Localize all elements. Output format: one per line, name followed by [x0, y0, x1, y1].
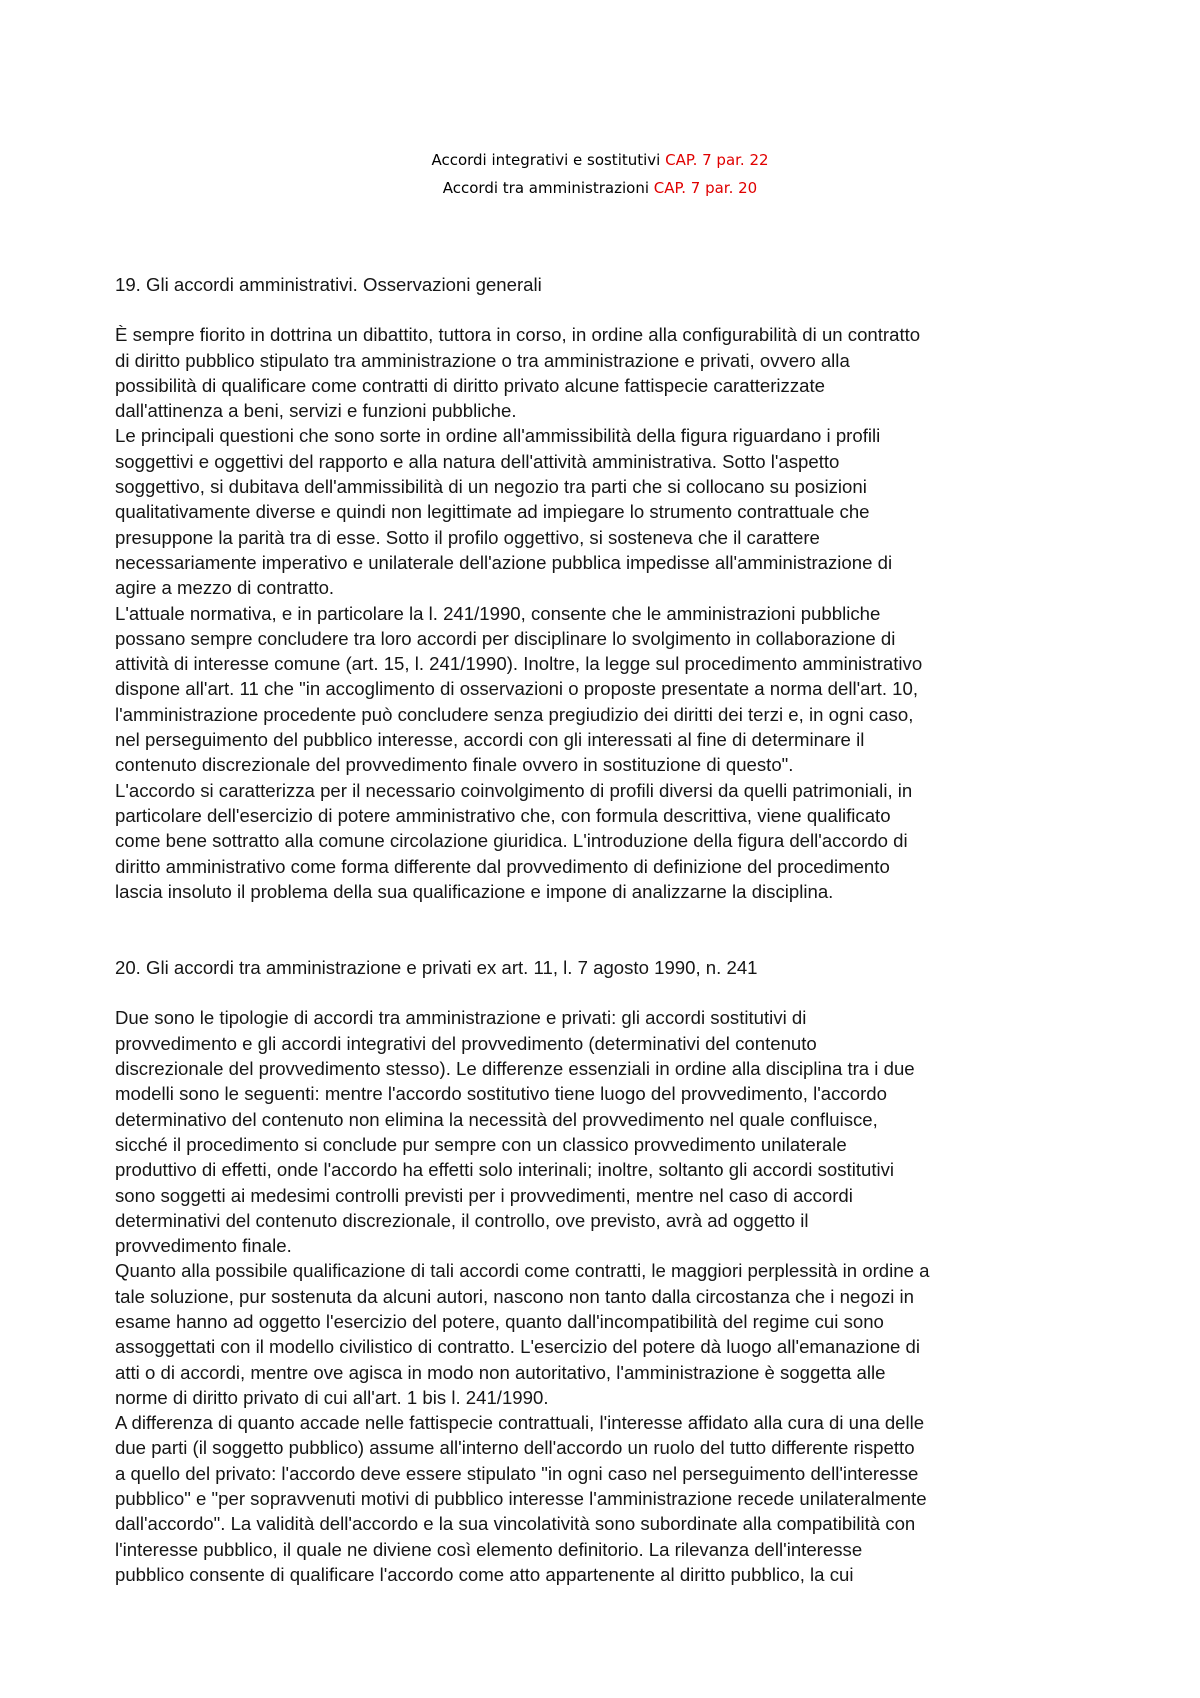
document-body [115, 272, 1095, 1587]
section-19-paragraph-4: L'accordo si caratterizza per il necessario coinvolgimento di profili diversi da quelli patrimoniali, in particolare dell'esercizio di potere amministrativo che, con formula descrittiva, viene qualificato come bene sottratto alla comune circolazione giuridica. L'introduzione della figura dell'accordo di diritto amministrativo come forma differente dal provvedimento di definizione del procedimento lascia insoluto il problema della sua qualificazione e impone di analizzarne la disciplina. [115, 779, 913, 902]
spacer [115, 297, 1095, 322]
header-reference-1: CAP. 7 par. 22 [665, 151, 769, 169]
header-title-1: Accordi integrativi e sostitutivi [431, 151, 661, 169]
spacer [115, 904, 1095, 955]
section-20-title: 20. Gli accordi tra amministrazione e privati ex art. 11, l. 7 agosto 1990, n. 241 [115, 957, 758, 979]
section-20-paragraph-1: Due sono le tipologie di accordi tra amministrazione e privati: gli accordi sostitutivi di provvedimento e gli accordi integrativi del provvedimento (determinativi del contenuto discrezionale del provvedimento stesso). Le differenze essenziali in ordine alla disciplina tra i due modelli sono le seguenti: mentre l'accordo sostitutivo tiene luogo del provvedimento, l'accordo determinativo del contenuto non elimina la necessità del provvedimento nel quale confluisce, sicché il procedimento si conclude pur sempre con un classico provvedimento unilaterale produttivo di effetti, onde l'accordo ha effetti solo interinali; inoltre, soltanto gli accordi sostitutivi sono soggetti ai medesimi controlli previsti per i provvedimenti, mentre nel caso di accordi determinativi del contenuto discrezionale, il controllo, ove previsto, avrà ad oggetto il provvedimento finale. [115, 1007, 915, 1257]
header-reference-2: CAP. 7 par. 20 [653, 179, 758, 197]
header-title-2: Accordi tra amministrazioni [442, 179, 650, 197]
spacer [115, 980, 1095, 1005]
header-line-1 [0, 146, 1200, 174]
section-19-paragraph-3: L'attuale normativa, e in particolare la l. 241/1990, consente che le amministrazioni pubbliche possano sempre concludere tra loro accordi per disciplinare lo svolgimento in collaborazione di attività di interesse comune (art. 15, l. 241/1990). Inoltre, la legge sul procedimento amministrativo dispone all'art. 11 che "in accoglimento di osservazioni o proposte presentate a norma dell'art. 10, l'amministrazione procedente può concludere senza pregiudizio dei diritti dei terzi e, in ogni caso, nel perseguimento del pubblico interesse, accordi con gli interessati al fine di determinare il contenuto discrezionale del provvedimento finale ovvero in sostituzione di questo". [115, 602, 923, 776]
section-19-paragraph-1: È sempre fiorito in dottrina un dibattito, tuttora in corso, in ordine alla configurabilità di un contratto di diritto pubblico stipulato tra amministrazione o tra amministrazione e privati, ovvero alla possibilità di qualificare come contratti di diritto privato alcune fattispecie caratterizzate dall'attinenza a beni, servizi e funzioni pubbliche. [115, 324, 921, 422]
section-19-title: 19. Gli accordi amministrativi. Osservazioni generali [115, 274, 542, 295]
header-line-2 [0, 174, 1200, 202]
section-19-paragraph-2: Le principali questioni che sono sorte in ordine all'ammissibilità della figura riguardano i profili soggettivi e oggettivi del rapporto e alla natura dell'attività amministrativa. Sotto l'aspetto soggettivo, si dubitava dell'ammissibilità di un negozio tra parti che si collocano su posizioni qualitativamente diverse e quindi non legittimate ad impiegare lo strumento contrattuale che presuppone la parità tra di esse. Sotto il profilo oggettivo, si sosteneva che il carattere necessariamente imperativo e unilaterale dell'azione pubblica impedisse all'amministrazione di agire a mezzo di contratto. [115, 425, 893, 599]
section-20-paragraph-2: Quanto alla possibile qualificazione di tali accordi come contratti, le maggiori perplessità in ordine a tale soluzione, pur sostenuta da alcuni autori, nascono non tanto dalla circostanza che i negozi in esame hanno ad oggetto l'esercizio del potere, quanto dall'incompatibilità del regime cui sono assoggettati con il modello civilistico di contratto. L'esercizio del potere dà luogo all'emanazione di atti o di accordi, mentre ove agisca in modo non autoritativo, l'amministrazione è soggetta alle norme di diritto privato di cui all'art. 1 bis l. 241/1990. [115, 1260, 930, 1408]
section-20-paragraph-3: A differenza di quanto accade nelle fattispecie contrattuali, l'interesse affidato alla cura di una delle due parti (il soggetto pubblico) assume all'interno dell'accordo un ruolo del tutto differente rispetto a quello del privato: l'accordo deve essere stipulato "in ogni caso nel perseguimento dell'interesse pubblico" e "per sopravvenuti motivi di pubblico interesse l'amministrazione recede unilateralmente dall'accordo". La validità dell'accordo e la sua vincolatività sono subordinate alla compatibilità con l'interesse pubblico, il quale ne diviene così elemento definitorio. La rilevanza dell'interesse pubblico consente di qualificare l'accordo come atto appartenente al diritto pubblico, la cui [115, 1412, 927, 1585]
document-header [0, 146, 1200, 202]
